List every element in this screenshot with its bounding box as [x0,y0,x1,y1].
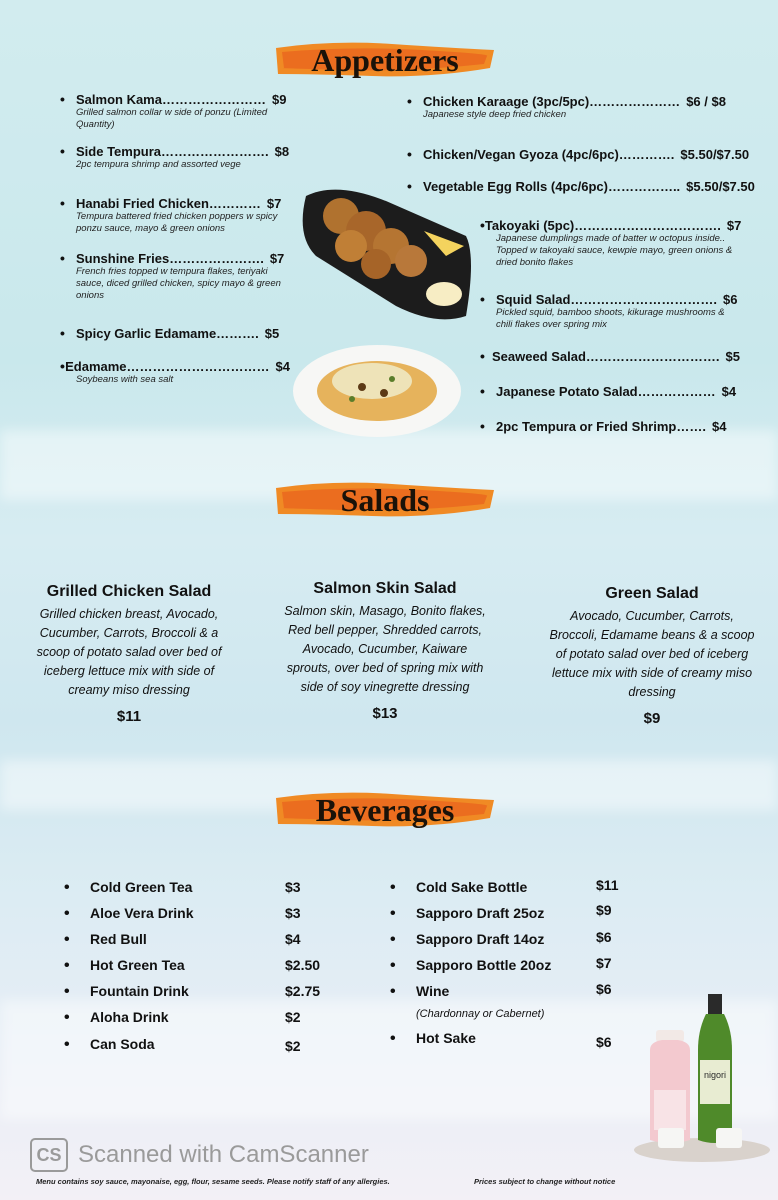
item-name: Japanese Potato Salad……………… [496,384,716,399]
salad-name: Grilled Chicken Salad [46,583,212,600]
item-price: $5 [264,326,280,341]
beverage-item: • Hot Sake [390,1030,476,1047]
item-name: Seaweed Salad…………………………. [491,349,720,364]
item-price: $4 [711,419,727,434]
salad-name: Salmon Skin Salad [313,580,457,597]
beverage-item: • Wine [390,983,450,1000]
salad-card [283,580,487,722]
beverage-price: $2.50 [285,957,321,973]
menu-item: • Chicken Karaage (3pc/5pc)………………… $6 / $8 Japanese style deep fried chicken [407,93,757,121]
item-name: Spicy Garlic Edamame………. [76,326,259,341]
beverage-name: Cold Sake Bottle [416,879,528,895]
item-name: Hanabi Fried Chicken………… [76,196,261,211]
camscanner-logo-icon: CS [30,1138,68,1172]
salad-card [546,585,758,727]
beverage-price: $11 [596,877,619,893]
wine-note: (Chardonnay or Cabernet) [416,1008,545,1020]
bottle-label: nigori [703,1070,727,1080]
item-name: 2pc Tempura or Fried Shrimp……. [496,419,706,434]
beverage-item: • Cold Sake Bottle [390,879,528,896]
beverages-title: Beverages [315,792,455,828]
beverage-price: $6 [596,981,612,997]
item-name: Vegetable Egg Rolls (4pc/6pc)…………….. [423,179,681,194]
item-name: Takoyaki (5pc)……………………………. [484,218,721,233]
salad-description: Avocado, Cucumber, Carrots, Broccoli, Edamame beans & a scoop of potato salad over bed of iceberg lettuce mix with side of creamy miso dressing [549,609,755,699]
item-name: Chicken Karaage (3pc/5pc)………………… [423,94,681,109]
beverage-price: $6 [596,1034,612,1050]
item-description: Japanese style deep fried chicken [423,109,567,120]
item-name: Chicken/Vegan Gyoza (4pc/6pc)…………. [423,147,675,162]
beverage-price: $4 [285,931,301,947]
menu-item: • Seaweed Salad…………………………. $5 [480,348,740,364]
item-name: Squid Salad……………………………. [496,292,718,307]
watermark-text: Scanned with CamScanner [78,1141,369,1168]
item-description: 2pc tempura shrimp and assorted vege [76,159,241,170]
beverage-name: Wine [416,983,450,999]
beverage-item: • Red Bull [64,931,147,948]
salad-price: $9 [643,710,661,727]
menu-item: • Squid Salad……………………………. $6 Pickled squid, bamboo shoots, kikurage mushrooms & chili flakes over spring mix [480,291,740,331]
beverage-price: $3 [285,905,301,921]
salad-price: $13 [372,705,398,722]
beverage-price: $2 [285,1009,301,1025]
sake-bottles-photo [632,990,772,1162]
beverage-price: $7 [596,955,612,971]
karaage-photo [296,176,474,324]
menu-item: • Edamame…………………………… $4 Soybeans with sea salt [60,358,290,385]
prices-note: Prices subject to change without notice [474,1177,616,1186]
menu-item: • Vegetable Egg Rolls (4pc/6pc)…………….. $5.50/$7.50 [407,178,755,194]
beverage-name: Sapporo Bottle 20oz [416,957,552,973]
beverage-price: $3 [285,879,301,895]
salads-title: Salads [340,482,430,518]
item-description: Grilled salmon collar w side of ponzu (Limited Quantity) [76,107,268,130]
beverage-item: • Can Soda [64,1036,155,1053]
beverage-item: • Sapporo Draft 25oz [390,905,545,922]
menu-item: • Salmon Kama…………………… $9 Grilled salmon collar w side of ponzu (Limited Quantity) [60,91,290,131]
beverage-name: Fountain Drink [90,983,189,999]
item-price: $6 / $8 [686,94,726,109]
beverage-name: Hot Sake [416,1030,476,1046]
item-description: Soybeans with sea salt [76,374,174,385]
salad-card [24,583,234,725]
beverage-price: $6 [596,929,612,945]
item-description: Pickled squid, bamboo shoots, kikurage mushrooms & chili flakes over spring mix [496,307,725,330]
beverage-item: • Aloha Drink [64,1009,169,1026]
menu-item: • Sunshine Fries…………………. $7 French fries topped w tempura flakes, teriyaki sauce, diced grilled chicken, spicy mayo & green onions [60,250,290,302]
salad-description: Grilled chicken breast, Avocado, Cucumber, Carrots, Broccoli & a scoop of potato salad over bed of iceberg lettuce mix with side of creamy miso dressing [36,607,222,697]
beverage-name: Sapporo Draft 14oz [416,931,545,947]
beverage-price: $2 [285,1038,301,1054]
beverage-name: Can Soda [90,1036,155,1052]
beverage-name: Red Bull [90,931,147,947]
item-price: $4 [275,359,290,374]
item-name: Side Tempura……………………. [76,144,269,159]
item-name: Sunshine Fries…………………. [76,251,264,266]
menu-item: • Japanese Potato Salad……………… $4 [480,383,737,399]
item-price: $7 [726,218,742,233]
menu-item: • 2pc Tempura or Fried Shrimp……. $4 [480,418,727,434]
beverage-price: $9 [596,902,612,918]
item-price: $5.50/$7.50 [680,147,750,162]
salad-price: $11 [116,708,142,725]
beverage-item: • Sapporo Draft 14oz [390,931,545,948]
beverages-banner [272,788,498,832]
beverage-item: • Sapporo Bottle 20oz [390,957,552,974]
appetizers-banner [272,38,498,82]
beverage-item: • Fountain Drink [64,983,189,1000]
salads-banner [272,478,498,522]
allergy-note: Menu contains soy sauce, mayonaise, egg, flour, sesame seeds. Please notify staff of any allergies. [36,1177,390,1186]
beverage-name: Sapporo Draft 25oz [416,905,545,921]
sunshine-fries-photo [292,343,462,439]
item-price: $5 [725,349,740,364]
item-name: Salmon Kama…………………… [76,92,266,107]
beverage-name: Aloha Drink [90,1009,169,1025]
item-description: French fries topped w tempura flakes, teriyaki sauce, diced grilled chicken, spicy mayo & green onions [76,266,281,301]
item-name: Edamame…………………………… [65,359,270,374]
salad-description: Salmon skin, Masago, Bonito flakes, Red bell pepper, Shredded carrots, Avocado, Cucumber, Kaiware sprouts, over bed of spring mix with side of soy vinegrette dressing [284,604,486,694]
camscanner-watermark [30,1138,369,1172]
item-description: Tempura battered fried chicken poppers w spicy ponzu sauce, mayo & green onions [76,211,278,234]
beverage-name: Aloe Vera Drink [90,905,194,921]
beverage-name: Hot Green Tea [90,957,185,973]
menu-item: • Spicy Garlic Edamame………. $5 [60,325,280,341]
beverage-item: • Cold Green Tea [64,879,193,896]
item-price: $7 [269,251,285,266]
item-price: $9 [271,92,287,107]
item-price: $6 [723,292,738,307]
item-description: Japanese dumplings made of batter w octopus inside.. Topped w takoyaki sauce, kewpie mayo, green onions & dried bonito flakes [496,233,733,268]
beverage-name: Cold Green Tea [90,879,193,895]
item-price: $7 [266,196,282,211]
beverage-price: $2.75 [285,983,321,999]
item-price: $8 [274,144,290,159]
beverage-item: • Aloe Vera Drink [64,905,194,922]
menu-item: • Takoyaki (5pc)……………………………. $7 Japanese dumplings made of batter w octopus inside.. Topped w takoyaki sauce, kewpie mayo, green onions & dried bonito flakes [480,217,742,268]
menu-item: • Hanabi Fried Chicken………… $7 Tempura battered fried chicken poppers w spicy ponzu sauce, mayo & green onions [60,195,290,235]
item-price: $5.50/$7.50 [686,179,755,194]
beverage-item: • Hot Green Tea [64,957,185,974]
item-price: $4 [721,384,737,399]
appetizers-title: Appetizers [311,42,459,78]
menu-item: • Chicken/Vegan Gyoza (4pc/6pc)…………. $5.50/$7.50 [407,146,750,162]
salad-name: Green Salad [605,585,699,602]
menu-item: • Side Tempura……………………. $8 2pc tempura shrimp and assorted vege [60,143,290,170]
